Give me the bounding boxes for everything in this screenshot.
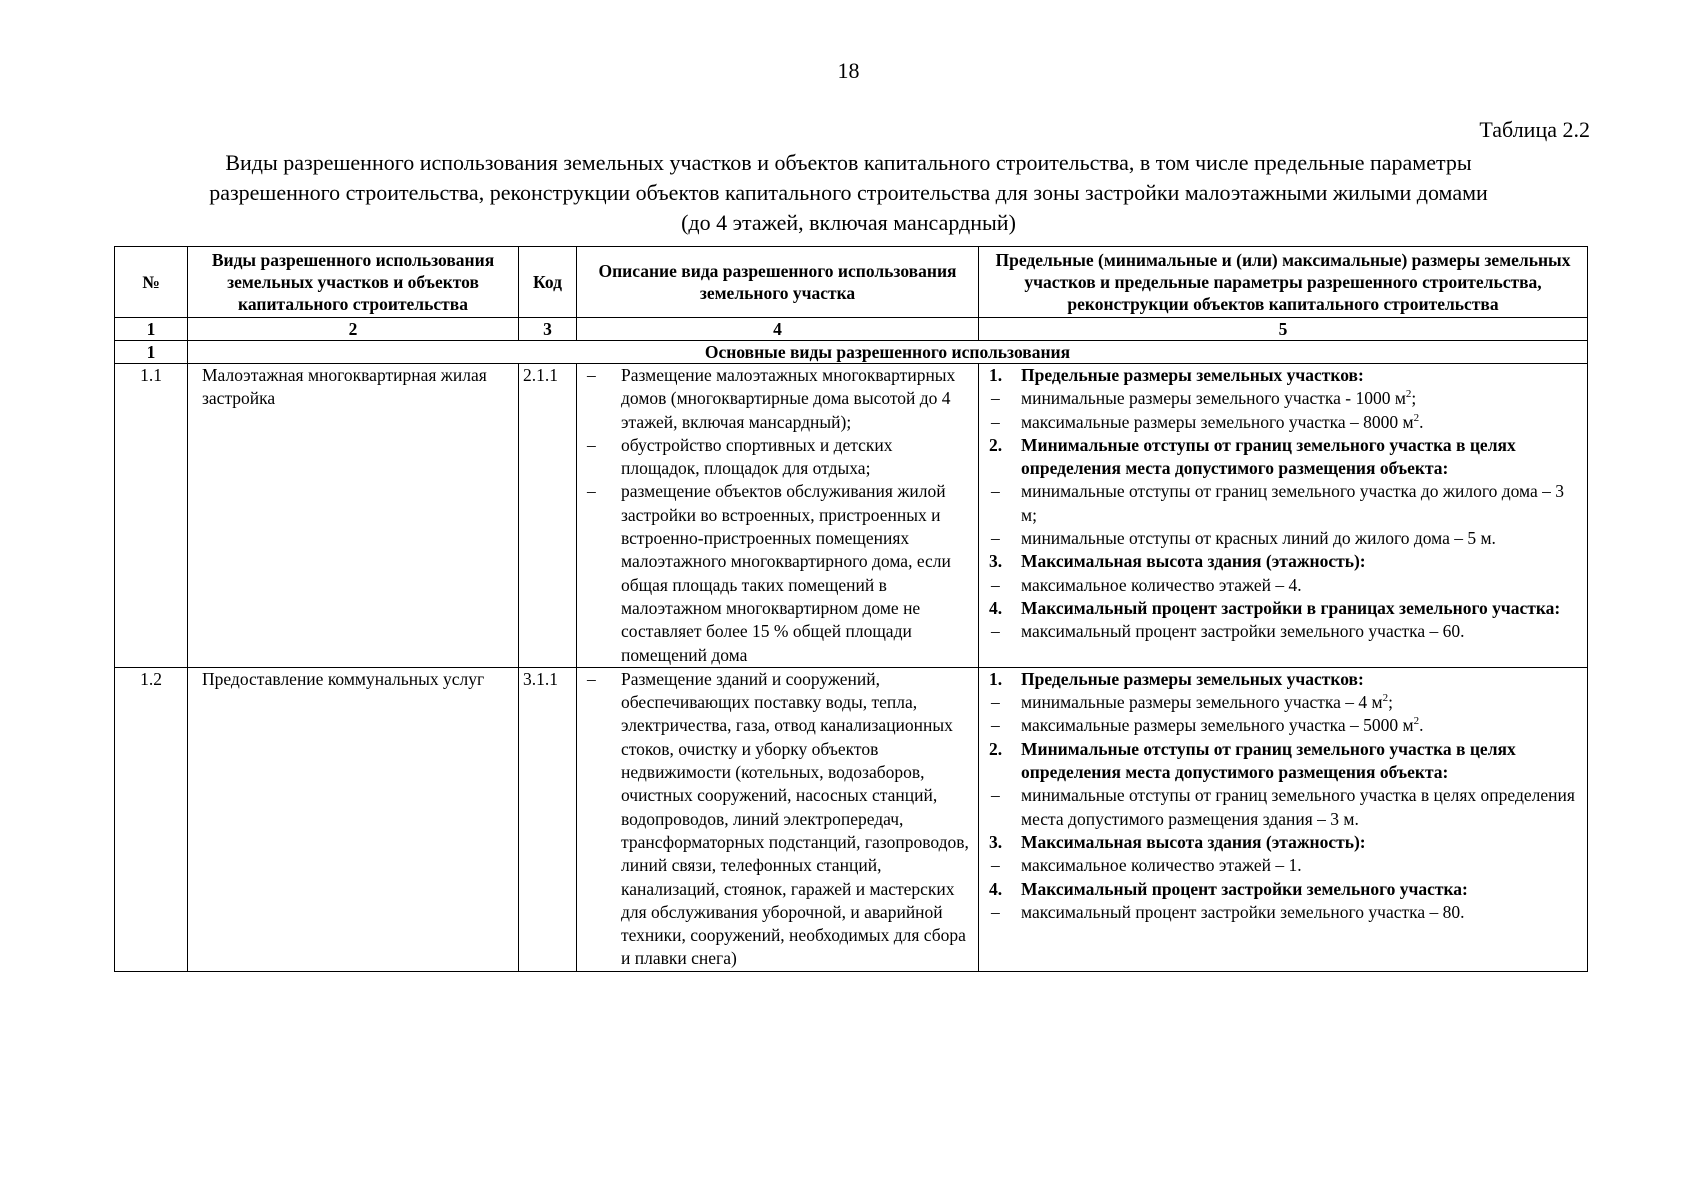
param-number: 4. <box>989 878 1003 899</box>
param-item: – максимальные размеры земельного участка – 8000 $м^2$. <box>989 411 1583 434</box>
row-parameters <box>979 667 1588 971</box>
column-number: 4 <box>577 318 979 341</box>
section-row <box>115 341 1588 364</box>
row-description <box>577 364 979 668</box>
param-heading: 3. Максимальная высота здания (этажность): <box>989 550 1583 573</box>
description-item: – размещение объектов обслуживания жилой застройки во встроенных, пристроенных и встроенно-пристроенных помещениях малоэтажного многоквартирного дома, если общая площадь таких помещений в малоэтажном многоквартирном доме не составляет более 15 % общей площади помещений дома <box>581 480 974 666</box>
table-title <box>120 148 1577 238</box>
param-heading: 1. Предельные размеры земельных участков: <box>989 668 1583 691</box>
table-title-line: (до 4 этажей, включая мансардный) <box>681 210 1016 235</box>
param-number: 1. <box>989 365 1003 385</box>
param-item: – минимальные размеры земельного участка - 1000 $м^2$; <box>989 387 1583 410</box>
description-item: – Размещение зданий и сооружений, обеспечивающих поставку воды, тепла, электричества, газа, отвод канализационных стоков, очистку и уборку объектов недвижимости (котельных, водозаборов, очистных сооружений, насосных станций, водопроводов, линий электропередач, трансформаторных подстанций, газопроводов, линий связи, телефонных станций, канализаций, стоянок, гаражей и мастерских для обслуживания уборочной, и аварийной техники, сооружений, необходимых для сбора и плавки снега) <box>581 668 974 971</box>
param-item: – минимальные отступы от красных линий до жилого дома – 5 м. <box>989 527 1583 550</box>
param-item: – максимальный процент застройки земельного участка – 80. <box>989 901 1583 924</box>
zoning-table <box>114 246 1588 972</box>
header-code: Код <box>519 247 577 318</box>
header-num: № <box>115 247 188 318</box>
table-title-line: Виды разрешенного использования земельных участков и объектов капитального строительства, в том числе предельные параметры <box>225 150 1472 175</box>
column-number: 1 <box>115 318 188 341</box>
section-title: Основные виды разрешенного использования <box>188 341 1588 364</box>
table-title-line: разрешенного строительства, реконструкции объектов капитального строительства для зоны застройки малоэтажными жилыми домами <box>209 180 1488 205</box>
column-number: 5 <box>979 318 1588 341</box>
param-heading: 2. Минимальные отступы от границ земельного участка в целях определения места допустимого размещения объекта: <box>989 738 1516 783</box>
param-item: – максимальное количество этажей – 1. <box>989 854 1583 877</box>
param-number: 3. <box>989 551 1003 572</box>
column-number: 2 <box>188 318 519 341</box>
param-item: – минимальные отступы от границ земельного участка до жилого дома – 3 м; <box>989 480 1583 527</box>
section-num: 1 <box>115 341 188 364</box>
row-code: 2.1.1 <box>519 364 577 668</box>
param-item: – максимальное количество этажей – 4. <box>989 574 1583 597</box>
param-number: 3. <box>989 831 1003 852</box>
param-heading: 4. Максимальный процент застройки земельного участка: <box>989 878 1583 901</box>
row-usage-name: Предоставление коммунальных услуг <box>188 667 519 971</box>
param-number: 4. <box>989 597 1003 618</box>
header-row <box>115 247 1588 318</box>
row-num: 1.1 <box>115 364 188 668</box>
param-number: 2. <box>989 738 1003 759</box>
row-usage-name: Малоэтажная многоквартирная жилая застройка <box>188 364 519 668</box>
param-item: – максимальные размеры земельного участка – 5000 $м^2$. <box>989 714 1583 737</box>
column-number-row <box>115 318 1588 341</box>
param-number: 2. <box>989 434 1003 455</box>
table-row <box>115 364 1588 668</box>
param-item: – максимальный процент застройки земельного участка – 60. <box>989 620 1583 643</box>
param-number: 1. <box>989 668 1003 689</box>
param-heading: 4. Максимальный процент застройки в границах земельного участка: <box>989 597 1583 620</box>
header-parameters: Предельные (минимальные и (или) максимальные) размеры земельных участков и предельные параметры разрешенного строительства, реконструкции объектов капитального строительства <box>979 247 1588 318</box>
param-heading: 1. Предельные размеры земельных участков: <box>989 364 1583 387</box>
table-row <box>115 667 1588 971</box>
row-code: 3.1.1 <box>519 667 577 971</box>
param-item: – минимальные размеры земельного участка – 4 $м^2$; <box>989 691 1583 714</box>
param-heading: 3. Максимальная высота здания (этажность): <box>989 831 1583 854</box>
description-item: – обустройство спортивных и детских площадок, площадок для отдыха; <box>581 434 974 481</box>
table-label: Таблица 2.2 <box>1479 117 1590 142</box>
column-number: 3 <box>519 318 577 341</box>
page-number: 18 <box>837 58 860 83</box>
description-item: – Размещение малоэтажных многоквартирных домов (многоквартирные дома высотой до 4 этажей, включая мансардный); <box>581 364 974 434</box>
row-description <box>577 667 979 971</box>
param-item: – минимальные отступы от границ земельного участка в целях определения места допустимого размещения здания – 3 м. <box>989 784 1583 831</box>
row-parameters <box>979 364 1588 668</box>
param-heading: 2. Минимальные отступы от границ земельного участка в целях определения места допустимого размещения объекта: <box>989 434 1516 479</box>
row-num: 1.2 <box>115 667 188 971</box>
header-description: Описание вида разрешенного использования земельного участка <box>577 247 979 318</box>
header-usage-type: Виды разрешенного использования земельных участков и объектов капитального строительства <box>188 247 519 318</box>
